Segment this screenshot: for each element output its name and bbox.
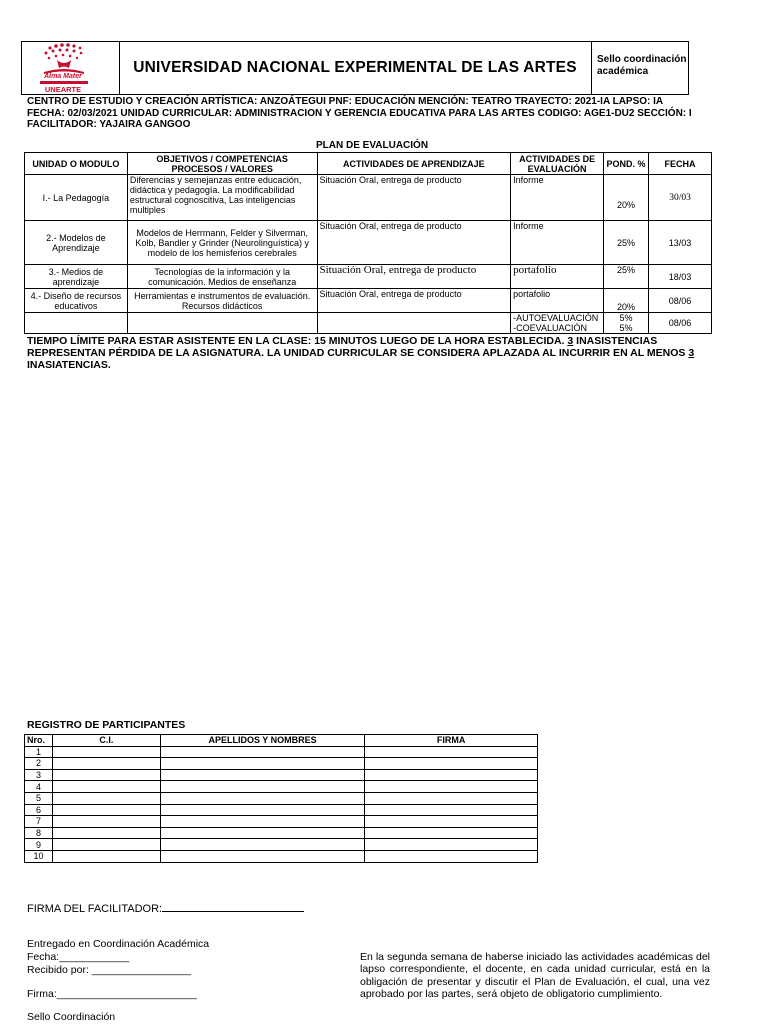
participant-ci-cell[interactable] [52, 804, 160, 816]
participant-number: 9 [25, 839, 53, 851]
evaluation-plan-note: En la segunda semana de haberse iniciado las actividades académicas del lapso correspondiente, el docente, en cada unidad curricular, está en la obligación de presentar y discutir el Plan de Evaluación, el cual, una vez aprobado por las partes, será objeto de obligatorio cumplimiento. [360, 951, 710, 1001]
participants-table [24, 734, 538, 863]
table-row [25, 289, 712, 313]
participant-row [25, 792, 538, 804]
header-date: FECHA [649, 153, 712, 175]
participant-row [25, 769, 538, 781]
cell-evaluation: Informe [511, 221, 604, 265]
table-row [25, 175, 712, 221]
header-objectives: OBJETIVOS / COMPETENCIAS PROCESOS / VALORES [127, 153, 317, 175]
logo-text: Alma Mater [44, 73, 82, 80]
date-field: Fecha:____________ [27, 951, 130, 963]
participant-row [25, 781, 538, 793]
participant-number: 2 [25, 758, 53, 770]
participant-name-cell[interactable] [160, 850, 365, 862]
cell-objectives [127, 313, 317, 334]
cell-unit: 3.- Medios de aprendizaje [25, 265, 128, 289]
cell-learning [317, 313, 511, 334]
participant-signature-cell[interactable] [365, 827, 538, 839]
cell-learning: Situación Oral, entrega de producto [317, 289, 511, 313]
attendance-warning [27, 335, 737, 371]
participant-name-cell[interactable] [160, 758, 365, 770]
delivered-label: Entregado en Coordinación Académica [27, 938, 210, 950]
participant-signature-cell[interactable] [365, 769, 538, 781]
info-line-1: CENTRO DE ESTUDIO Y CREACIÓN ARTÍSTICA: ANZOÁTEGUI PNF: EDUCACIÓN MENCIÓN: TEATRO TRAYECTO: 2021-IA LAPSO: IA [27, 96, 664, 107]
participant-ci-cell[interactable] [52, 758, 160, 770]
cell-learning: Situación Oral, entrega de producto [317, 175, 511, 221]
cell-objectives: Herramientas e instrumentos de evaluación. Recursos didácticos [127, 289, 317, 313]
participant-row [25, 746, 538, 758]
participant-row [25, 758, 538, 770]
participant-ci-cell[interactable] [52, 792, 160, 804]
cell-unit [25, 313, 128, 334]
participant-row [25, 850, 538, 862]
warning-part-1: TIEMPO LÍMITE PARA ESTAR ASISTENTE EN LA CLASE: 15 MINUTOS LUEGO DE LA HORA ESTABLECIDA. [27, 335, 568, 347]
participant-number: 1 [25, 746, 53, 758]
table-row [25, 221, 712, 265]
cell-weight: 20% [604, 289, 649, 313]
participants-header-row [25, 735, 538, 747]
logo-subtext: UNEARTE [44, 85, 82, 94]
participant-name-cell[interactable] [160, 746, 365, 758]
cell-learning: Situación Oral, entrega de producto [317, 221, 511, 265]
header-unit: UNIDAD O MODULO [25, 153, 128, 175]
participant-number: 5 [25, 792, 53, 804]
header-evaluation: ACTIVIDADES DE EVALUACIÓN [511, 153, 604, 175]
cell-learning: Situación Oral, entrega de producto [317, 265, 511, 289]
header-learning: ACTIVIDADES DE APRENDIZAJE [317, 153, 511, 175]
participant-ci-cell[interactable] [52, 781, 160, 793]
table-header-row [25, 153, 712, 175]
warning-part-2: INASISTENCIAS REPRESENTAN PÉRDIDA DE LA ASIGNATURA. LA UNIDAD CURRICULAR SE CONSIDERA APLAZADA AL INCURRIR EN AL MENOS [27, 335, 689, 359]
header-names: APELLIDOS Y NOMBRES [160, 735, 365, 747]
evaluation-table [24, 152, 712, 334]
header-ci: C.I. [52, 735, 160, 747]
participant-name-cell[interactable] [160, 839, 365, 851]
warning-num-2: 3 [688, 347, 695, 359]
cell-weight: 25% [604, 265, 649, 289]
seal-label: Sello coordinación académica [591, 42, 689, 94]
participant-row [25, 827, 538, 839]
facilitator-signature-line[interactable] [162, 901, 304, 912]
participant-name-cell[interactable] [160, 792, 365, 804]
cell-weight: 25% [604, 221, 649, 265]
cell-date: 08/06 [649, 289, 712, 313]
logo-cell [22, 42, 120, 94]
warning-num-1: 3 [567, 335, 574, 347]
university-title: UNIVERSIDAD NACIONAL EXPERIMENTAL DE LAS ARTES [133, 59, 577, 76]
cell-evaluation: Informe [511, 175, 604, 221]
cell-objectives: Modelos de Herrmann, Felder y Silverman, Kolb, Bandler y Grinder (Neurolinguística) y modelo de los hemisferios cerebrales [127, 221, 317, 265]
participant-signature-cell[interactable] [365, 839, 538, 851]
participant-number: 7 [25, 816, 53, 828]
participant-signature-cell[interactable] [365, 816, 538, 828]
participant-signature-cell[interactable] [365, 804, 538, 816]
facilitator-signature [27, 901, 304, 915]
participant-row [25, 804, 538, 816]
warning-part-3: INASIATENCIAS. [27, 359, 111, 371]
participant-name-cell[interactable] [160, 769, 365, 781]
participant-ci-cell[interactable] [52, 850, 160, 862]
info-line-2: FECHA: 02/03/2021 UNIDAD CURRICULAR: ADMINISTRACION Y GERENCIA EDUCATIVA PARA LAS ARTES CODIGO: AGE1-DU2 SECCIÓN: I [27, 108, 692, 119]
participant-ci-cell[interactable] [52, 827, 160, 839]
cell-date: 08/06 [649, 313, 712, 334]
cell-unit: 2.- Modelos de Aprendizaje [25, 221, 128, 265]
participant-signature-cell[interactable] [365, 781, 538, 793]
cell-date: 30/03 [649, 175, 712, 221]
cell-date: 18/03 [649, 265, 712, 289]
participant-row [25, 816, 538, 828]
cell-evaluation: -AUTOEVALUACIÓN -COEVALUACIÓN [511, 313, 604, 334]
cell-weight: 20% [604, 175, 649, 221]
participant-number: 10 [25, 850, 53, 862]
coordination-seal-label: Sello Coordinación [27, 1011, 116, 1023]
unearte-logo [22, 42, 119, 94]
participant-signature-cell[interactable] [365, 758, 538, 770]
signature-field: Firma:________________________ [27, 988, 197, 1000]
participant-signature-cell[interactable] [365, 850, 538, 862]
cell-date: 13/03 [649, 221, 712, 265]
participant-ci-cell[interactable] [52, 769, 160, 781]
header-weight: POND. % [604, 153, 649, 175]
cell-objectives: Tecnologías de la información y la comunicación. Medios de enseñanza [127, 265, 317, 289]
participant-number: 6 [25, 804, 53, 816]
info-line-3: FACILITADOR: YAJAIRA GANGOO [27, 119, 191, 130]
participant-name-cell[interactable] [160, 781, 365, 793]
participant-signature-cell[interactable] [365, 792, 538, 804]
participant-signature-cell[interactable] [365, 746, 538, 758]
plan-title: PLAN DE EVALUACIÓN [316, 140, 429, 151]
cell-unit: 4.- Diseño de recursos educativos [25, 289, 128, 313]
cell-unit: I.- La Pedagogía [25, 175, 128, 221]
participant-number: 8 [25, 827, 53, 839]
cell-objectives: Diferencias y semejanzas entre educación, didáctica y pedagogía. La modificabilidad estructural cognoscitiva, Las inteligencias multiples [127, 175, 317, 221]
participant-number: 4 [25, 781, 53, 793]
participant-number: 3 [25, 769, 53, 781]
cell-evaluation: portafolio [511, 265, 604, 289]
participant-name-cell[interactable] [160, 804, 365, 816]
table-row [25, 313, 712, 334]
cell-weight: 5% 5% [604, 313, 649, 334]
header-nro: Nro. [25, 735, 53, 747]
document-header [21, 41, 689, 95]
participants-title: REGISTRO DE PARTICIPANTES [27, 719, 186, 731]
table-row [25, 265, 712, 289]
participant-ci-cell[interactable] [52, 816, 160, 828]
participant-name-cell[interactable] [160, 827, 365, 839]
cell-evaluation: portafolio [511, 289, 604, 313]
participant-ci-cell[interactable] [52, 746, 160, 758]
participant-ci-cell[interactable] [52, 839, 160, 851]
participant-row [25, 839, 538, 851]
participant-name-cell[interactable] [160, 816, 365, 828]
received-by-field: Recibido por: _________________ [27, 964, 192, 976]
facilitator-signature-label: FIRMA DEL FACILITADOR: [27, 903, 163, 915]
header-signature: FIRMA [365, 735, 538, 747]
